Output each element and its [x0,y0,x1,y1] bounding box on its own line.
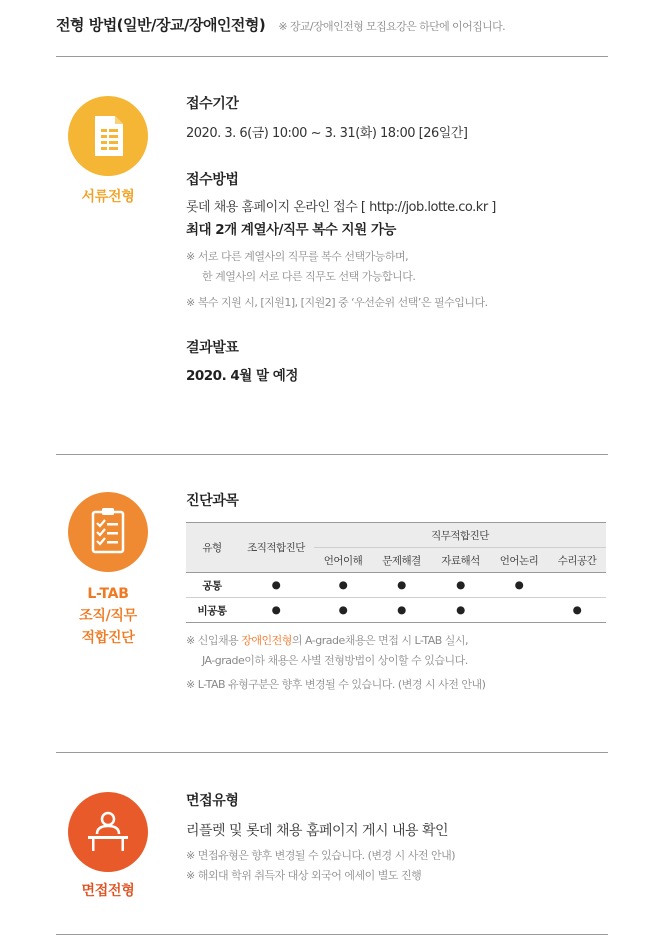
table-cell [548,573,606,598]
table-cell: ● [314,598,372,623]
document-content [186,93,606,387]
divider-top [56,56,608,57]
divider-2 [56,454,608,455]
col-org-header: 조직적합진단 [238,523,314,573]
divider-bottom [56,934,608,935]
subcol-header: 문제해결 [372,548,431,573]
ltab-note-1b: JA-grade이하 채용은 사별 전형방법이 상이할 수 있습니다. [202,654,468,667]
table-cell: ● [431,598,490,623]
ltab-label-line2: 조직/직무 [79,608,137,624]
method-heading: 접수방법 [186,172,239,188]
table-cell: ● [238,598,314,623]
period-heading: 접수기간 [186,96,239,112]
ltab-note-1-post: 의 A-grade채용은 면접 시 L-TAB 실시, [291,634,469,647]
divider-3 [56,752,608,753]
col-job-header: 직무적합진단 [314,523,606,548]
document-note-1b: 한 계열사의 서로 다른 직무도 선택 가능합니다. [202,270,416,283]
ltab-label-line1: L-TAB [87,586,129,602]
diag-table-wrap [186,522,606,623]
interview-text: 리플렛 및 롯데 채용 홈페이지 게시 내용 확인 [186,823,449,839]
subcol-header: 언어이해 [314,548,372,573]
table-row [186,573,606,598]
document-note-2: ※ 복수 지원 시, [지원1], [지원2] 중 ‘우선순위 선택’은 필수입니다. [186,296,488,309]
table-row [186,598,606,623]
method-text: 롯데 채용 홈페이지 온라인 접수 [ http://job.lotte.co.kr ] [186,200,496,215]
header-note: ※ 장교/장애인전형 모집요강은 하단에 이어집니다. [278,20,506,33]
table-cell: ● [490,573,548,598]
table-cell: ● [238,573,314,598]
result-text: 2020. 4월 말 예정 [186,368,298,384]
section-label-ltab [48,583,168,649]
result-heading: 결과발표 [186,340,239,356]
table-header-row [186,523,606,548]
interview-note-1: ※ 면접유형은 향후 변경될 수 있습니다. (변경 시 사전 안내) [186,849,456,862]
ltab-note-2: ※ L-TAB 유형구분은 향후 변경될 수 있습니다. (변경 시 사전 안내) [186,678,486,691]
method-bold: 최대 2개 계열사/직무 복수 지원 가능 [186,222,396,238]
subcol-header: 자료해석 [431,548,490,573]
clipboard-checklist-icon [68,492,148,572]
subcol-header: 언어논리 [490,548,548,573]
diag-heading: 진단과목 [186,493,239,509]
page-title: 전형 방법(일반/장교/장애인전형) [56,16,266,34]
interview-content [186,790,606,886]
table-cell: ● [372,573,431,598]
row-label: 비공통 [186,598,238,623]
table-cell: ● [431,573,490,598]
ltab-label-line3: 적합진단 [81,630,135,646]
table-cell [490,598,548,623]
section-label-interview: 면접전형 [81,883,135,899]
ltab-note-1 [186,631,606,651]
ltab-note-1-pre: ※ 신입채용 [186,634,242,647]
section-label-document: 서류전형 [81,189,135,205]
document-note-1: ※ 서로 다른 계열사의 직무를 복수 선택가능하며, [186,250,409,263]
ltab-content [186,490,606,695]
ltab-note-1-highlight: 장애인전형 [241,634,292,647]
interview-desk-icon [68,792,148,872]
table-cell: ● [314,573,372,598]
period-text: 2020. 3. 6(금) 10:00 ~ 3. 31(화) 18:00 [26일간] [186,126,468,141]
col-type-header: 유형 [186,523,238,573]
table-cell: ● [372,598,431,623]
document-icon [68,96,148,176]
row-label: 공통 [186,573,238,598]
interview-note-2: ※ 해외대 학위 취득자 대상 외국어 에세이 별도 진행 [186,869,422,882]
table-cell: ● [548,598,606,623]
diagnosis-table [186,522,606,623]
section-header [56,14,608,38]
interview-heading: 면접유형 [186,793,239,809]
subcol-header: 수리공간 [548,548,606,573]
